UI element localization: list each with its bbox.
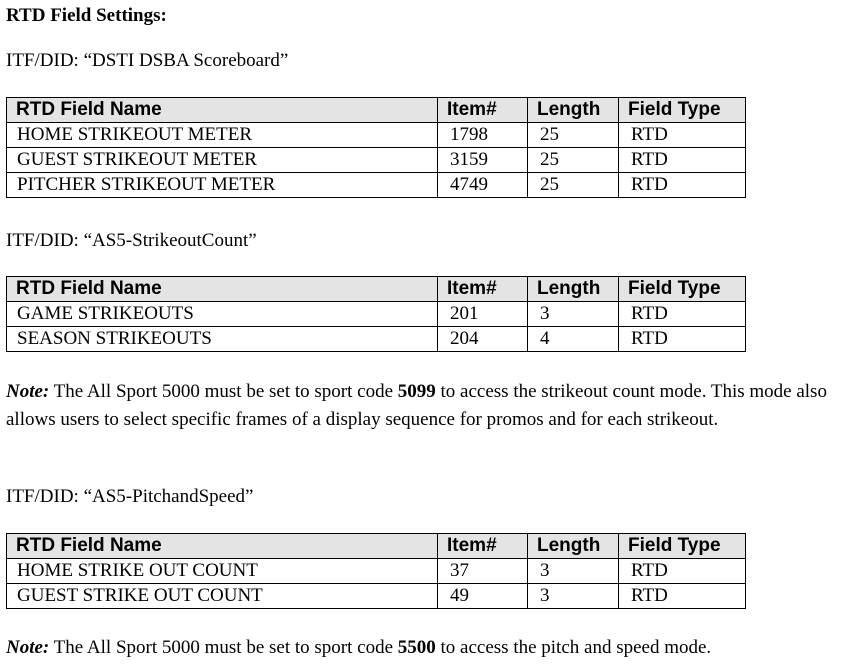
rtd-field-table (6, 97, 746, 198)
field-name-cell: PITCHER STRIKEOUT METER (7, 173, 438, 198)
length-cell: 25 (528, 123, 619, 148)
field-type-cell: RTD (619, 173, 746, 198)
table-row (7, 559, 746, 584)
item-cell: 201 (438, 302, 528, 327)
column-header-length: Length (528, 534, 619, 559)
length-cell: 25 (528, 173, 619, 198)
column-header-type: Field Type (619, 534, 746, 559)
field-name-cell: HOME STRIKE OUT COUNT (7, 559, 438, 584)
field-type-cell: RTD (619, 559, 746, 584)
page-heading: RTD Field Settings: (6, 5, 167, 26)
table-row (7, 584, 746, 609)
field-type-cell: RTD (619, 148, 746, 173)
table-header-row (7, 277, 746, 302)
note-paragraph (6, 378, 846, 434)
field-type-cell: RTD (619, 302, 746, 327)
sport-code: 5500 (397, 637, 436, 658)
item-cell: 3159 (438, 148, 528, 173)
field-type-cell: RTD (619, 584, 746, 609)
column-header-item: Item# (438, 277, 528, 302)
column-header-item: Item# (438, 98, 528, 123)
field-name-cell: GUEST STRIKEOUT METER (7, 148, 438, 173)
itf-did-label: ITF/DID: “AS5-PitchandSpeed” (6, 486, 254, 507)
field-name-cell: GAME STRIKEOUTS (7, 302, 438, 327)
table-row (7, 327, 746, 352)
note-text: to access the pitch and speed mode. (435, 637, 712, 658)
column-header-type: Field Type (619, 277, 746, 302)
itf-did-label: ITF/DID: “DSTI DSBA Scoreboard” (6, 50, 289, 71)
table-row (7, 173, 746, 198)
length-cell: 4 (528, 327, 619, 352)
rtd-field-table (6, 533, 746, 609)
column-header-name: RTD Field Name (7, 534, 438, 559)
column-header-name: RTD Field Name (7, 98, 438, 123)
item-cell: 204 (438, 327, 528, 352)
column-header-item: Item# (438, 534, 528, 559)
sport-code: 5099 (397, 381, 436, 402)
note-paragraph (6, 634, 846, 662)
table-row (7, 302, 746, 327)
field-type-cell: RTD (619, 327, 746, 352)
item-cell: 1798 (438, 123, 528, 148)
field-type-cell: RTD (619, 123, 746, 148)
field-name-cell: SEASON STRIKEOUTS (7, 327, 438, 352)
table-header-row (7, 534, 746, 559)
note-text: to access the strikeout count mode. This mode also allows users to select specific frames of a display sequence for promos and for each strikeout. (6, 381, 827, 430)
length-cell: 3 (528, 559, 619, 584)
length-cell: 25 (528, 148, 619, 173)
note-label: Note: (6, 637, 50, 658)
field-name-cell: HOME STRIKEOUT METER (7, 123, 438, 148)
length-cell: 3 (528, 584, 619, 609)
field-name-cell: GUEST STRIKE OUT COUNT (7, 584, 438, 609)
table-row (7, 148, 746, 173)
rtd-field-table (6, 276, 746, 352)
table-header-row (7, 98, 746, 123)
column-header-name: RTD Field Name (7, 277, 438, 302)
note-text: The All Sport 5000 must be set to sport code (49, 637, 398, 658)
length-cell: 3 (528, 302, 619, 327)
item-cell: 49 (438, 584, 528, 609)
note-label: Note: (6, 381, 50, 402)
itf-did-label: ITF/DID: “AS5-StrikeoutCount” (6, 230, 257, 251)
item-cell: 37 (438, 559, 528, 584)
column-header-length: Length (528, 98, 619, 123)
item-cell: 4749 (438, 173, 528, 198)
table-row (7, 123, 746, 148)
note-text: The All Sport 5000 must be set to sport code (49, 381, 398, 402)
column-header-type: Field Type (619, 98, 746, 123)
column-header-length: Length (528, 277, 619, 302)
